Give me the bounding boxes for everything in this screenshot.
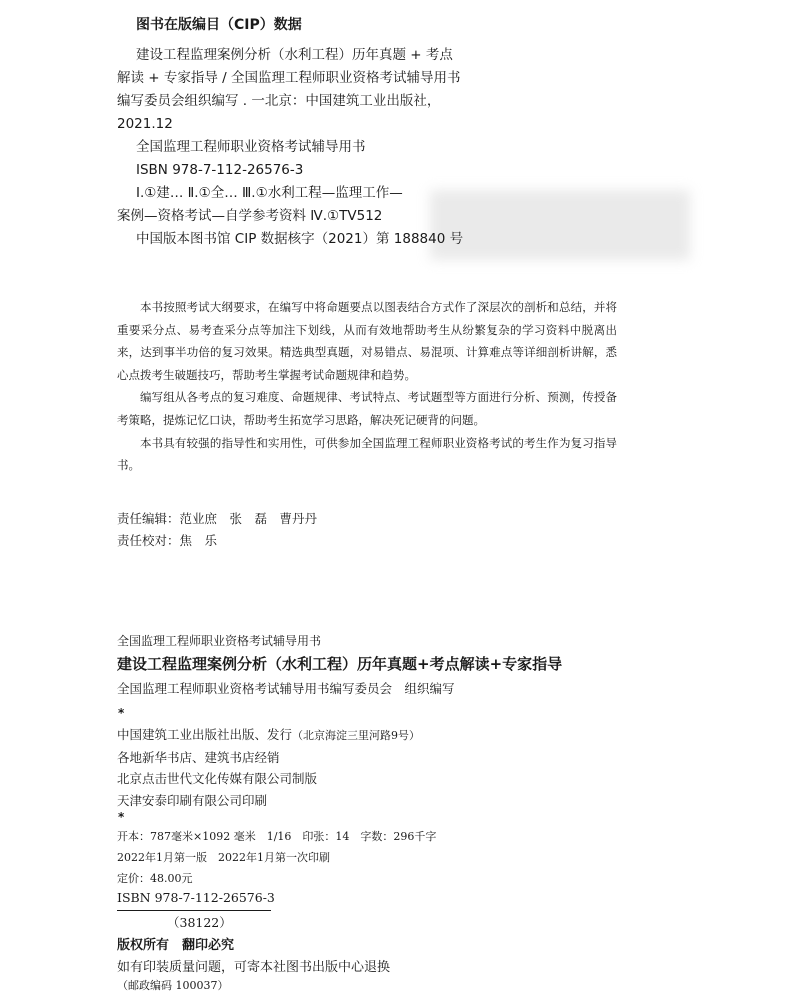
cip-line: 全国监理工程师职业资格考试辅导用书 [136,139,366,155]
book-title: 建设工程监理案例分析（水利工程）历年真题+考点解读+专家指导 [117,655,563,673]
cip-line: 解读 + 专家指导 / 全国监理工程师职业资格考试辅导用书 [117,70,461,86]
distribution-line: 天津安泰印刷有限公司印刷 [117,792,268,808]
separator-star: * [118,706,125,720]
isbn-underline [117,910,271,911]
postcode: （邮政编码 100037） [117,979,229,992]
spec-line: 开本：787毫米×1092 毫米 1/16 印张：14 字数：296千字 [117,830,437,843]
responsible-proofreader: 责任校对：焦 乐 [117,533,218,548]
catalog-code: （38122） [167,915,232,930]
publisher-info [117,724,677,811]
compiling-committee: 全国监理工程师职业资格考试辅导用书编写委员会 组织编写 [117,681,455,696]
rights-notice: 版权所有 翻印必究 [117,938,235,953]
cip-line: 2021.12 [117,116,173,132]
abstract-paragraph: 本书按照考试大纲要求，在编写中将命题要点以图表结合方式作了深层次的剖析和总结，并将重要采分点、易考查采分点等加注下划线，从而有效地帮助考生从纷繁复杂的学习资料中脱离出来，达到事半功倍的复习效果。精选典型真题，对易错点、易混项、计算难点等详细剖析讲解，悉心点拨考生破题技巧，帮助考生掌握考试命题规律和趋势。 [117,300,617,382]
responsible-editor: 责任编辑：范业庶 张 磊 曹丹丹 [117,511,318,526]
publisher-address: （北京海淀三里河路9号） [292,729,421,742]
cip-header: 图书在版编目（CIP）数据 [136,17,302,33]
cip-line: Ⅰ.①建… Ⅱ.①全… Ⅲ.①水利工程—监理工作— [136,185,403,201]
return-notice: 如有印装质量问题，可寄本社图书出版中心退换 [117,960,391,975]
cip-line: 中国版本图书馆 CIP 数据核字（2021）第 188840 号 [136,231,464,247]
series-name: 全国监理工程师职业资格考试辅导用书 [117,634,322,648]
publisher-line: 中国建筑工业出版社出版、发行 [117,727,293,742]
spec-line: 2022年1月第一版 2022年1月第一次印刷 [117,851,330,864]
abstract-paragraph: 本书具有较强的指导性和实用性，可供参加全国监理工程师职业资格考试的考生作为复习指导书。 [117,435,617,473]
isbn-bottom: ISBN 978-7-112-26576-3 [117,890,275,905]
cip-line: 案例—资格考试—自学参考资料 Ⅳ.①TV512 [117,208,383,224]
print-specifications [117,826,677,889]
book-abstract [117,296,617,477]
spec-line: 定价：48.00元 [117,872,193,885]
distribution-line: 各地新华书店、建筑书店经销 [117,749,280,765]
distribution-line: 北京点击世代文化传媒有限公司制版 [117,771,318,786]
editor-credits [117,508,677,552]
cip-line: 编写委员会组织编写 . 一北京：中国建筑工业出版社， [117,93,441,109]
abstract-paragraph: 编写组从各考点的复习难度、命题规律、考试特点、考试题型等方面进行分析、预测，传授备考策略，提炼记忆口诀，帮助考生拓宽学习思路，解决死记硬背的问题。 [117,390,617,427]
separator-star: * [118,810,125,824]
cip-line: 建设工程监理案例分析（水利工程）历年真题 + 考点 [136,47,453,63]
cip-record [117,44,677,251]
cip-line: ISBN 978-7-112-26576-3 [136,162,304,178]
